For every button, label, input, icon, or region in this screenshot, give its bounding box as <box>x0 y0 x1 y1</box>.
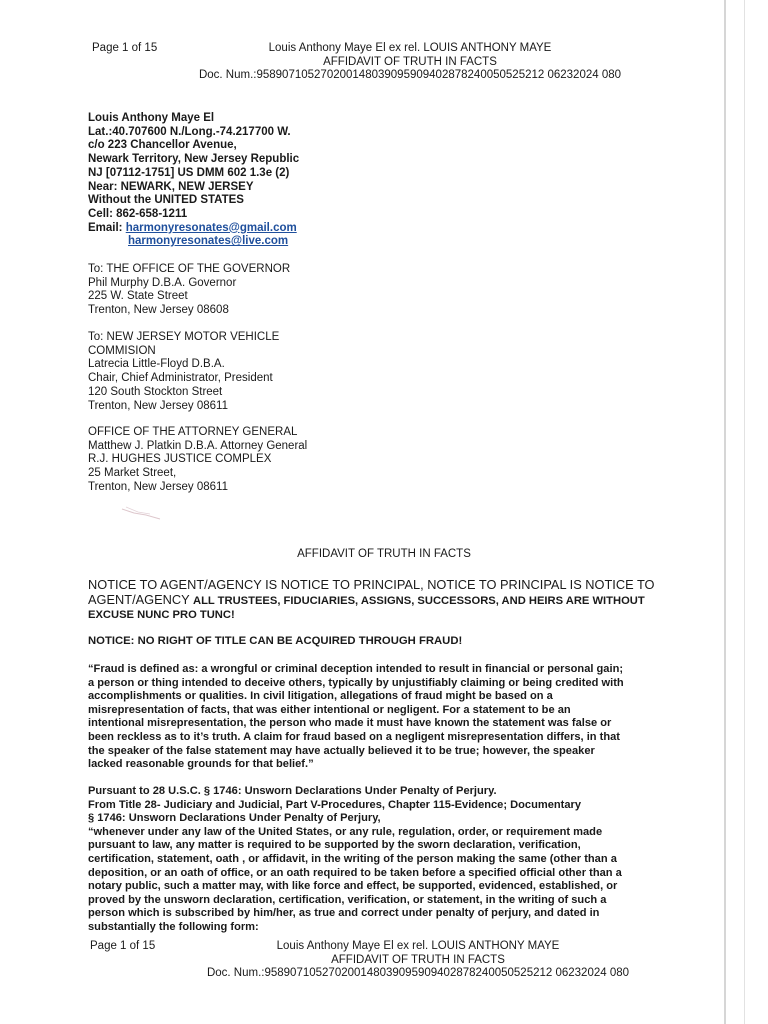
scan-edge-line <box>724 0 726 1024</box>
notice-line-3: EXCUSE NUNC PRO TUNC! <box>88 609 235 621</box>
fraud-definition <box>88 663 700 772</box>
pursuant-line: From Title 28- Judiciary and Judicial, Part V-Procedures, Chapter 115-Evidence; Documentary <box>88 798 582 811</box>
footer-line-2: AFFIDAVIT OF TRUTH IN FACTS <box>331 953 505 966</box>
fraud-line: intentional misrepresentation, the person who made it must have known the statement was false or <box>88 717 612 730</box>
page-number: Page 1 of 15 <box>92 42 158 54</box>
recipient-mvc <box>88 331 279 413</box>
fraud-line: “Fraud is defined as: a wrongful or criminal deception intended to result in financial or personal gain; <box>88 663 624 675</box>
recipient-line: Chair, Chief Administrator, President <box>88 372 273 385</box>
ink-smudge-mark <box>120 505 164 521</box>
recipient-line: 25 Market Street, <box>88 467 177 480</box>
header-line-2: AFFIDAVIT OF TRUTH IN FACTS <box>323 55 497 68</box>
notice-block <box>88 578 688 623</box>
pursuant-line: notary public, such a matter may, with like force and effect, be supported, evidenced, established, or <box>88 880 618 893</box>
recipient-line: Phil Murphy D.B.A. Governor <box>88 276 237 289</box>
fraud-notice <box>88 635 700 649</box>
recipient-line: OFFICE OF THE ATTORNEY GENERAL <box>88 426 298 438</box>
footer-center <box>148 940 688 981</box>
fraud-line: accomplishments or qualities. In civil litigation, allegations of fraud might be based on a <box>88 690 553 703</box>
recipient-line: Latrecia Little-Floyd D.B.A. <box>88 358 225 371</box>
recipient-line: Trenton, New Jersey 08611 <box>88 399 228 412</box>
sender-email-row-2 <box>88 235 299 249</box>
sender-zip: NJ [07112-1751] US DMM 602 1.3e (2) <box>88 166 290 179</box>
pursuant-line: § 1746: Unsworn Declarations Under Penalty of Perjury, <box>88 812 381 825</box>
sender-near: Near: NEWARK, NEW JERSEY <box>88 180 254 193</box>
email-label: Email: <box>88 221 126 234</box>
pursuant-line: Pursuant to 28 U.S.C. § 1746: Unsworn Declarations Under Penalty of Perjury. <box>88 785 497 797</box>
pursuant-line: substantially the following form: <box>88 920 259 933</box>
footer-line-1: Louis Anthony Maye El ex rel. LOUIS ANTHONY MAYE <box>276 940 560 952</box>
recipient-line: Trenton, New Jersey 08608 <box>88 304 229 317</box>
pursuant-line: pursuant to law, any matter is required to be supported by the sworn declaration, verification, <box>88 839 581 852</box>
page-number: Page 1 of 15 <box>90 940 156 952</box>
sender-name: Louis Anthony Maye El <box>88 112 215 124</box>
fraud-notice-text: NOTICE: NO RIGHT OF TITLE CAN BE ACQUIRED THROUGH FRAUD! <box>88 635 463 647</box>
pursuant-line: certification, statement, oath , or affidavit, in the writing of the person making the same (other than a <box>88 852 617 865</box>
recipient-line: Matthew J. Platkin D.B.A. Attorney General <box>88 439 308 452</box>
sender-latlong: Lat.:40.707600 N./Long.-74.217700 W. <box>88 125 291 138</box>
sender-address-1: c/o 223 Chancellor Avenue, <box>88 139 237 152</box>
fraud-line: misrepresentation of facts, that was either intentional or negligent. For a statement to be an <box>88 703 571 716</box>
recipient-governor <box>88 263 290 318</box>
footer-line-3: Doc. Num.:958907105270200148039095909402878240050525212 06232024 080 <box>206 967 630 979</box>
email-link-gmail[interactable]: harmonyresonates@gmail.com <box>125 221 297 234</box>
recipient-line: 120 South Stockton Street <box>88 385 223 398</box>
recipient-line: Trenton, New Jersey 08611 <box>88 480 228 493</box>
recipient-line: To: NEW JERSEY MOTOR VEHICLE <box>88 331 280 343</box>
header-line-1: Louis Anthony Maye El ex rel. LOUIS ANTHONY MAYE <box>268 42 552 54</box>
recipient-attorney-general <box>88 426 307 495</box>
header-line-3: Doc. Num.:958907105270200148039095909402878240050525212 06232024 080 <box>198 69 622 81</box>
sender-block <box>88 112 299 249</box>
sender-without: Without the UNITED STATES <box>88 194 244 207</box>
pursuant-line: “whenever under any law of the United States, or any rule, regulation, order, or requirement made <box>88 825 603 838</box>
sender-cell: Cell: 862-658-1211 <box>88 207 188 220</box>
fraud-line: lacked reasonable grounds for that belief.” <box>88 758 314 771</box>
recipient-line: COMMISION <box>88 344 156 357</box>
notice-line-1: NOTICE TO AGENT/AGENCY IS NOTICE TO PRINCIPAL, NOTICE TO PRINCIPAL IS NOTICE TO <box>88 577 655 592</box>
recipient-line: To: THE OFFICE OF THE GOVERNOR <box>88 263 291 275</box>
document-title: AFFIDAVIT OF TRUTH IN FACTS <box>297 548 471 560</box>
email-link-live[interactable]: harmonyresonates@live.com <box>128 235 289 248</box>
notice-trustees: ALL TRUSTEES, FIDUCIARIES, ASSIGNS, SUCCESSORS, AND HEIRS ARE WITHOUT <box>193 594 645 607</box>
recipient-line: R.J. HUGHES JUSTICE COMPLEX <box>88 453 272 466</box>
scan-edge-line <box>744 0 745 1024</box>
sender-email-row <box>88 222 299 236</box>
fraud-line: a person or thing intended to deceive others, typically by unjustifiably claiming or being credited with <box>88 676 624 689</box>
notice-line-2 <box>88 593 688 609</box>
pursuant-section <box>88 785 700 935</box>
pursuant-line: person which is subscribed by him/her, as true and correct under penalty of perjury, and dated in <box>88 907 600 920</box>
pursuant-line: proved by the unsworn declaration, certification, verification, or statement, in the writing of such a <box>88 893 607 906</box>
fraud-line: the speaker of the false statement may have actually believed it to be true; however, the speaker <box>88 744 595 757</box>
header-center <box>140 42 680 83</box>
sender-address-2: Newark Territory, New Jersey Republic <box>88 153 300 166</box>
pursuant-line: deposition, or an oath of office, or an oath required to be taken before a specified official other than a <box>88 866 622 879</box>
fraud-line: been reckless as to it’s truth. A claim for fraud based on a negligent misrepresentation differs, in that <box>88 730 621 743</box>
notice-agency: AGENT/AGENCY <box>88 591 194 607</box>
recipient-line: 225 W. State Street <box>88 290 188 303</box>
